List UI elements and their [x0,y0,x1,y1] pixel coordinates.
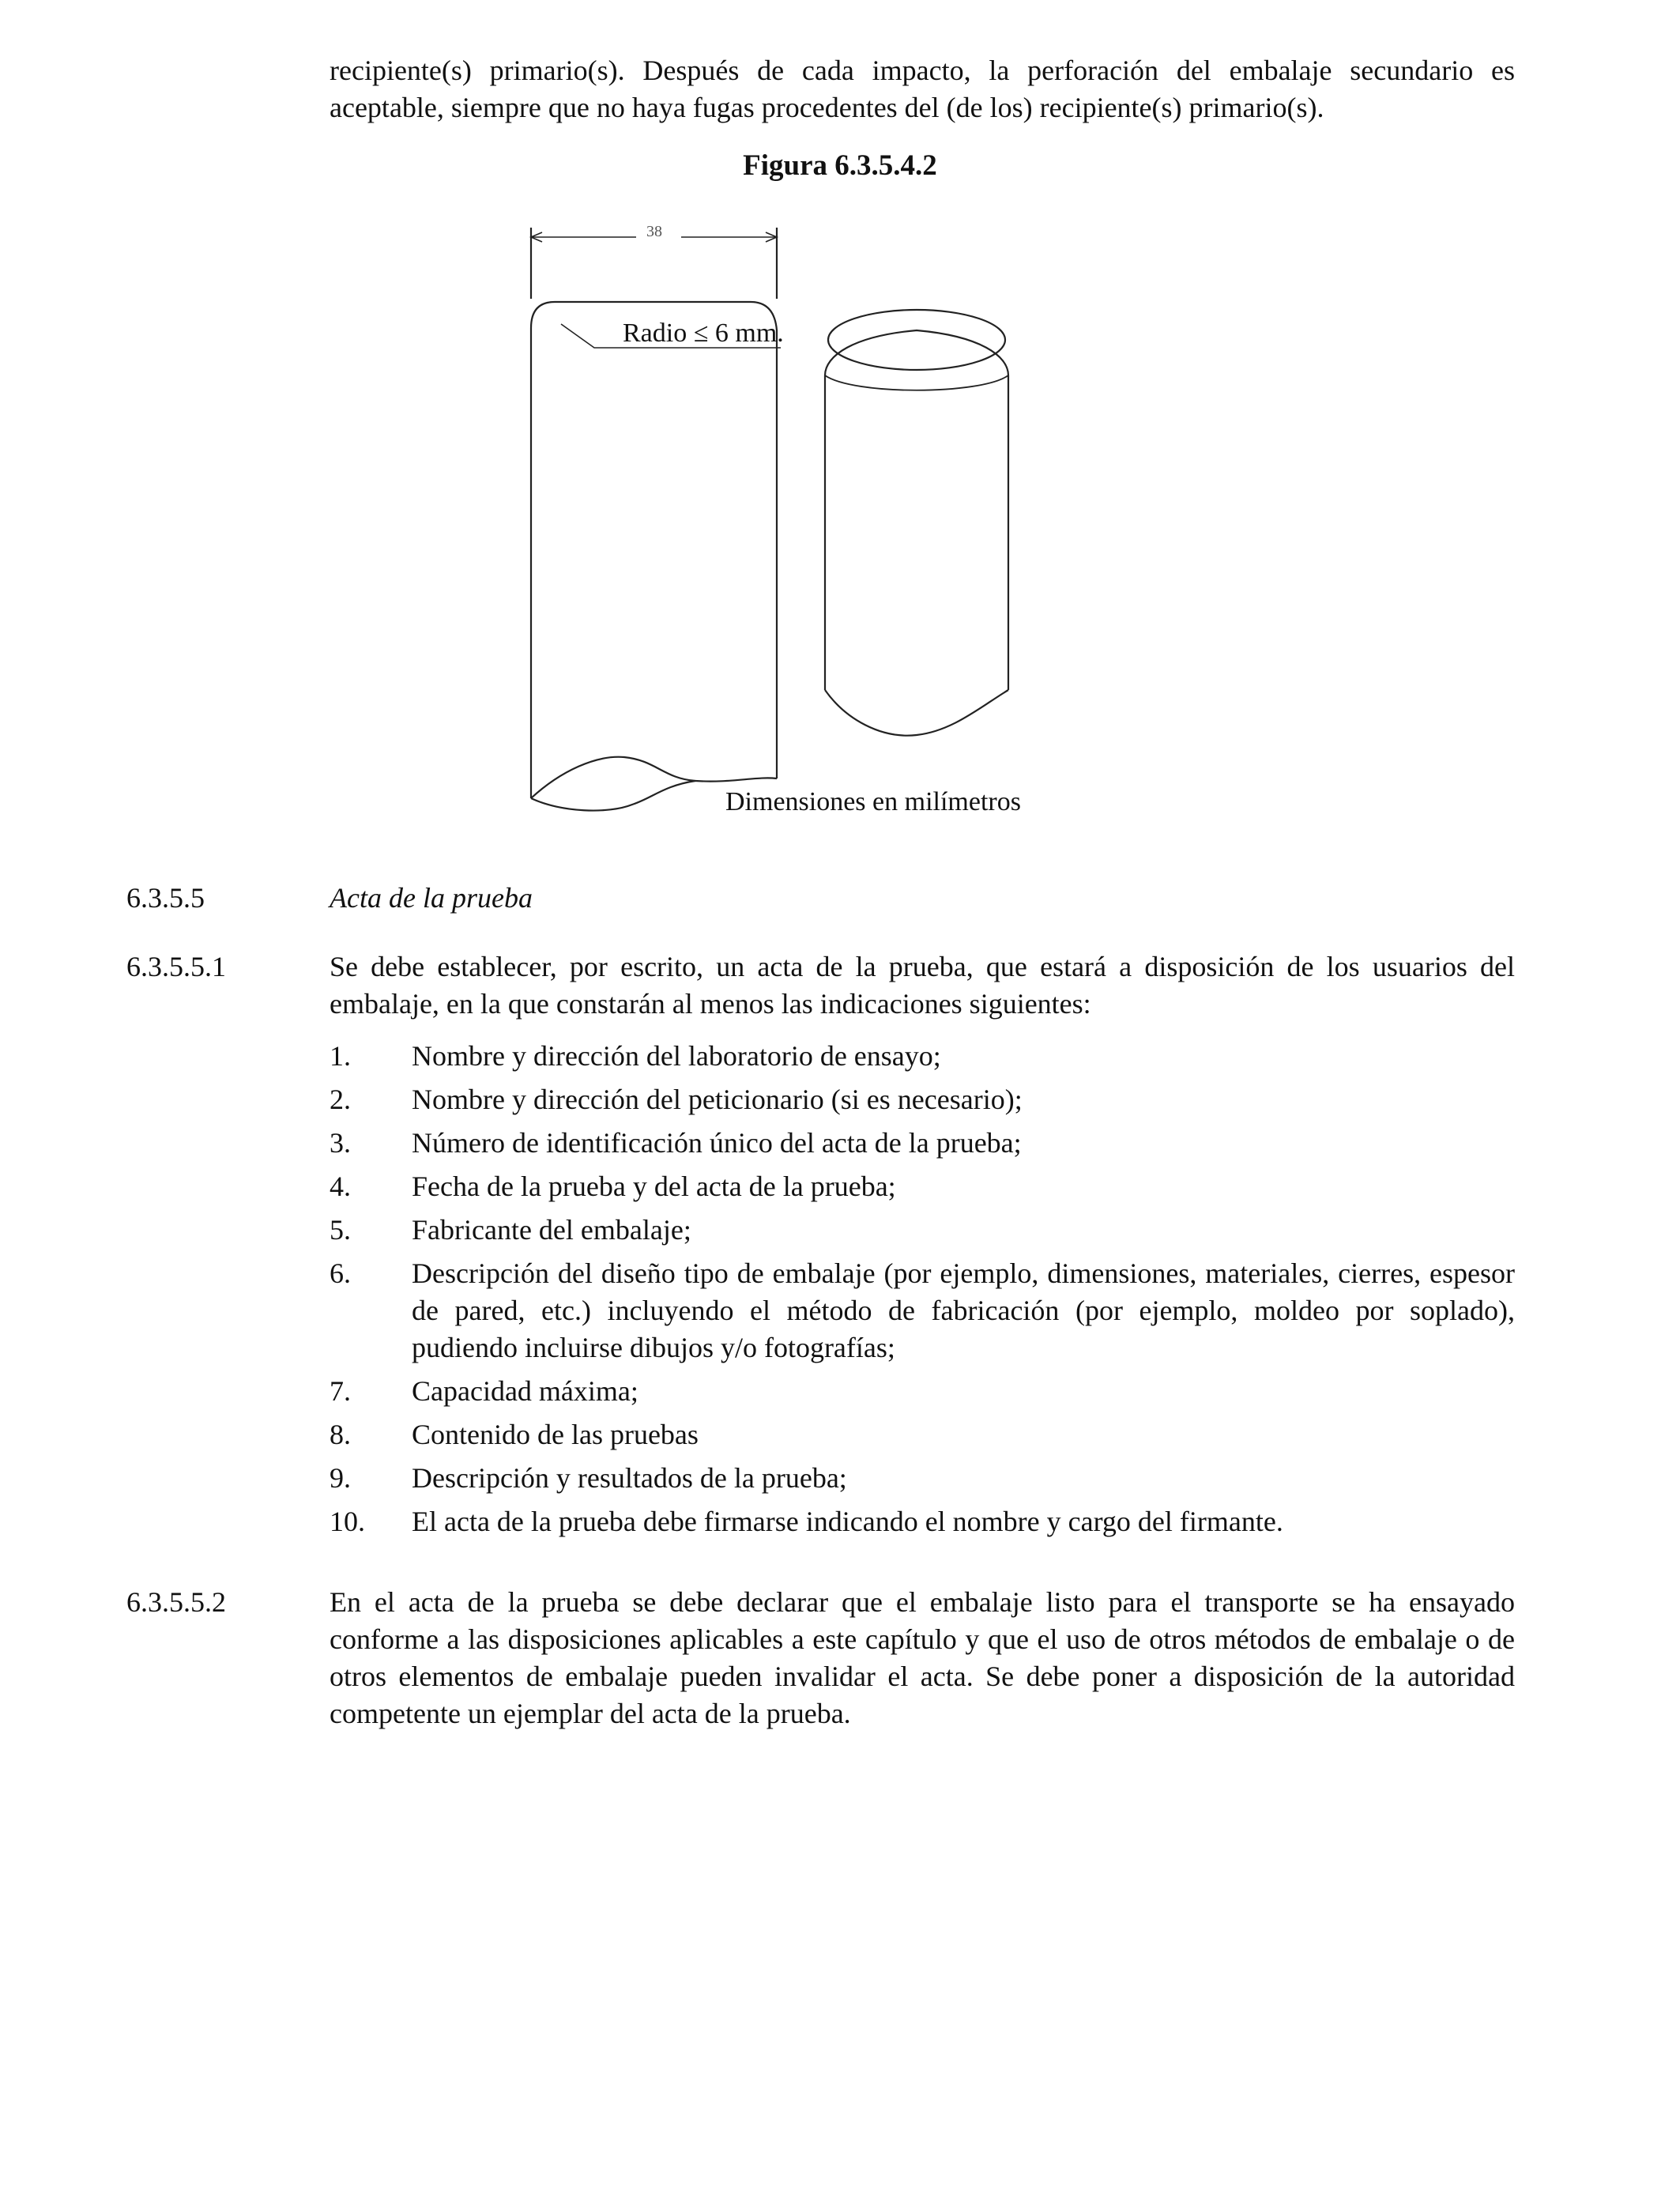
section-text-63551: Se debe establecer, por escrito, un acta de la prueba, que estará a disposición de los usuarios del embalaje, en la que constarán al menos las indicaciones siguientes: [330,951,1515,1020]
section-number-63551: 6.3.5.5.1 [126,951,226,982]
left-cylinder-outline [531,302,777,798]
list-item-number: 9. [330,1462,351,1494]
list-item-number: 7. [330,1375,351,1407]
list-item-text: Nombre y dirección del laboratorio de ensayo; [412,1040,941,1072]
section-title-6355: Acta de la prueba [330,882,533,914]
list-item-number: 2. [330,1084,351,1115]
requirements-list [330,1038,1515,1547]
dimension-label: 38 [646,223,662,240]
figure-drawing [506,213,1233,846]
list-item [330,1038,1515,1075]
list-item-number: 8. [330,1419,351,1450]
list-item-number: 4. [330,1171,351,1202]
list-item [330,1081,1515,1118]
figure-caption: Dimensiones en milímetros [725,787,1021,816]
list-item [330,1503,1515,1540]
figure-title: Figura 6.3.5.4.2 [743,149,937,182]
list-item-text: Nombre y dirección del peticionario (si es necesario); [412,1084,1023,1115]
right-cylinder-break [825,690,1008,736]
list-item-number: 3. [330,1127,351,1159]
list-item [330,1255,1515,1367]
right-cylinder-top-ellipse [828,310,1005,370]
list-item-text: Fecha de la prueba y del acta de la prueba; [412,1171,896,1202]
left-cylinder-break-lower [531,781,695,811]
list-item-text: Número de identificación único del acta de la prueba; [412,1127,1022,1159]
list-item-text: Descripción y resultados de la prueba; [412,1462,847,1494]
list-item-number: 1. [330,1040,351,1072]
list-item-text: El acta de la prueba debe firmarse indicando el nombre y cargo del firmante. [412,1506,1283,1537]
section-number-6355: 6.3.5.5 [126,882,205,914]
right-cylinder-left-side [825,330,1008,375]
list-item [330,1125,1515,1162]
list-item [330,1373,1515,1410]
list-item [330,1460,1515,1497]
list-item-text: Contenido de las pruebas [412,1419,699,1450]
list-item-text: Fabricante del embalaje; [412,1214,691,1246]
list-item-number: 5. [330,1214,351,1246]
list-item [330,1416,1515,1453]
list-item [330,1168,1515,1205]
list-item-number: 10. [330,1506,365,1537]
list-item-number: 6. [330,1257,351,1289]
radius-label: Radio ≤ 6 mm. [623,319,784,348]
list-item-text: Descripción del diseño tipo de embalaje (por ejemplo, dimensiones, materiales, cierres, espesor de pared, etc.) incluyendo el método de fabricación (por ejemplo, moldeo por soplado), pudiendo incluirse dibujos y/o fotografías; [412,1257,1515,1363]
list-item [330,1212,1515,1249]
list-item-text: Capacidad máxima; [412,1375,638,1407]
right-cylinder-dome-curve [825,375,1008,390]
intro-paragraph: recipiente(s) primario(s). Después de cada impacto, la perforación del embalaje secundario es aceptable, siempre que no haya fugas procedentes del (de los) recipiente(s) primario(s). [330,55,1515,123]
section-number-63552: 6.3.5.5.2 [126,1586,226,1618]
section-text-63552: En el acta de la prueba se debe declarar que el embalaje listo para el transporte se ha ensayado conforme a las disposiciones aplicables a este capítulo y que el uso de otros métodos de embalaje o de otros elementos de embalaje pueden invalidar el acta. Se debe poner a disposición de la autoridad competente un ejemplar del acta de la prueba. [330,1586,1515,1729]
